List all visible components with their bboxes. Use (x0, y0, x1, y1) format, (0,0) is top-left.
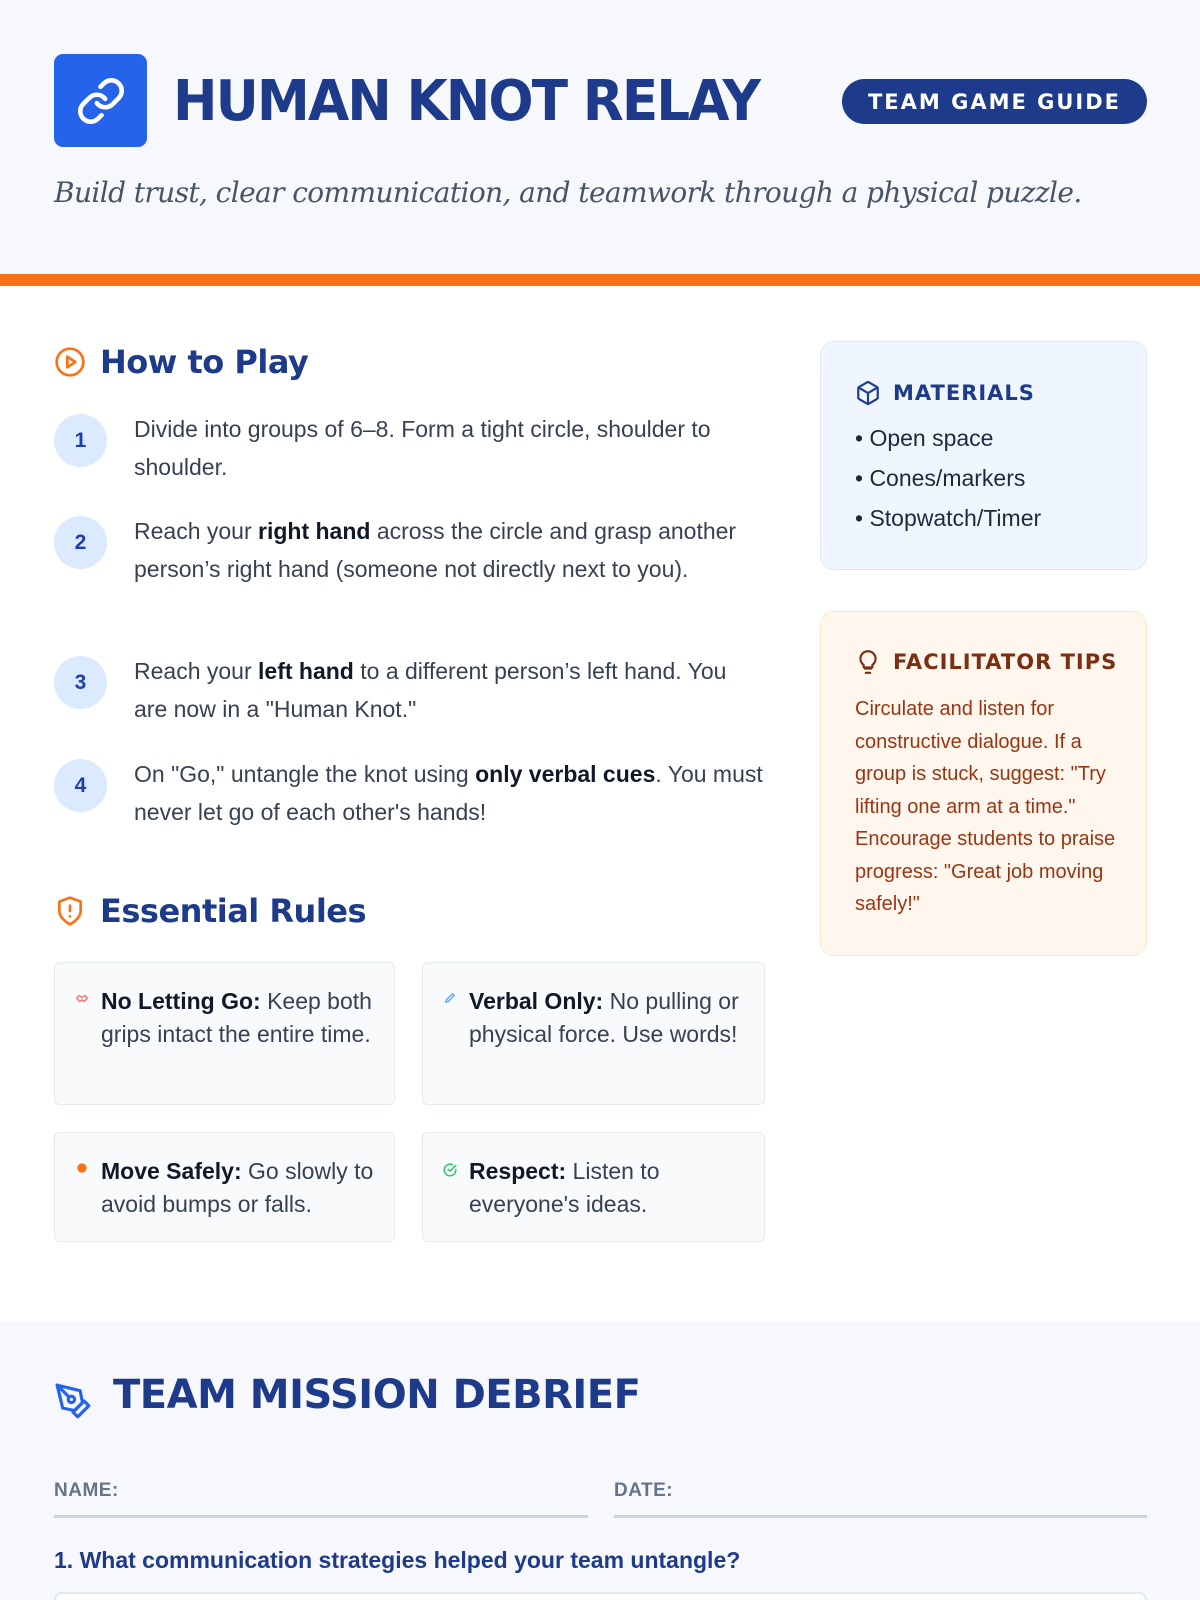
materials-heading (855, 380, 1035, 406)
rule-card (422, 962, 765, 1105)
step-item (54, 656, 764, 728)
rule-card (54, 962, 395, 1105)
how-to-play-heading (54, 343, 308, 381)
rule-text: No Letting Go: Keep both grips intact the entire time. (101, 988, 372, 1047)
name-label: NAME: (54, 1480, 119, 1501)
debrief-title: TEAM MISSION DEBRIEF (113, 1372, 641, 1418)
box-icon (855, 380, 881, 406)
header-divider (0, 274, 1200, 286)
section-title: Essential Rules (100, 892, 367, 930)
step-item (54, 759, 764, 831)
walking-icon (75, 1161, 89, 1175)
list-item: • Open space (855, 425, 994, 451)
tips-heading (855, 649, 1117, 675)
step-text: Reach your right hand across the circle and grasp another person’s right hand (someone not directly next to you). (134, 518, 737, 582)
rule-card (54, 1132, 395, 1242)
guide-badge: TEAM GAME GUIDE (842, 79, 1147, 124)
lightbulb-icon (855, 649, 881, 675)
answer-field-1[interactable] (54, 1592, 1147, 1600)
materials-title: MATERIALS (893, 381, 1035, 405)
handshake-icon (75, 991, 89, 1005)
check-circle-icon (443, 1161, 457, 1179)
materials-list (855, 418, 1041, 538)
link-icon (76, 76, 126, 126)
step-number: 2 (54, 516, 107, 569)
play-circle-icon (54, 346, 86, 378)
rule-text: Verbal Only: No pulling or physical force. Use words! (469, 988, 739, 1047)
step-item (54, 516, 764, 588)
speech-icon (443, 991, 457, 1005)
facilitator-tips-card (820, 611, 1147, 956)
page-title: HUMAN KNOT RELAY (173, 69, 760, 134)
date-field[interactable] (614, 1515, 1147, 1518)
essential-rules-heading (54, 892, 366, 930)
step-text: Reach your left hand to a different person’s left hand. You are now in a "Human Knot." (134, 658, 727, 722)
step-item (54, 414, 764, 486)
question-1: 1. What communication strategies helped your team untangle? (54, 1547, 741, 1573)
materials-card (820, 341, 1147, 570)
section-title: How to Play (100, 343, 309, 381)
date-label: DATE: (614, 1480, 674, 1501)
shield-alert-icon (54, 895, 86, 927)
logo (54, 54, 147, 147)
rule-text: Respect: Listen to everyone's ideas. (469, 1158, 660, 1217)
rule-card (422, 1132, 765, 1242)
step-text: Divide into groups of 6–8. Form a tight circle, shoulder to shoulder. (134, 416, 711, 480)
step-text: On "Go," untangle the knot using only verbal cues. You must never let go of each other's hands! (134, 761, 763, 825)
step-number: 3 (54, 656, 107, 709)
step-number: 1 (54, 414, 107, 467)
name-field[interactable] (54, 1515, 588, 1518)
step-number: 4 (54, 759, 107, 812)
pen-icon (54, 1382, 92, 1420)
list-item: • Stopwatch/Timer (855, 505, 1042, 531)
rule-text: Move Safely: Go slowly to avoid bumps or falls. (101, 1158, 374, 1217)
tips-title: FACILITATOR TIPS (893, 650, 1118, 674)
list-item: • Cones/markers (855, 465, 1026, 491)
page-subtitle: Build trust, clear communication, and teamwork through a physical puzzle. (54, 176, 1082, 209)
tips-text: Circulate and listen for constructive dialogue. If a group is stuck, suggest: "Try lifting one arm at a time." Encourage students to praise progress: "Great job moving safely!" (855, 698, 1116, 915)
